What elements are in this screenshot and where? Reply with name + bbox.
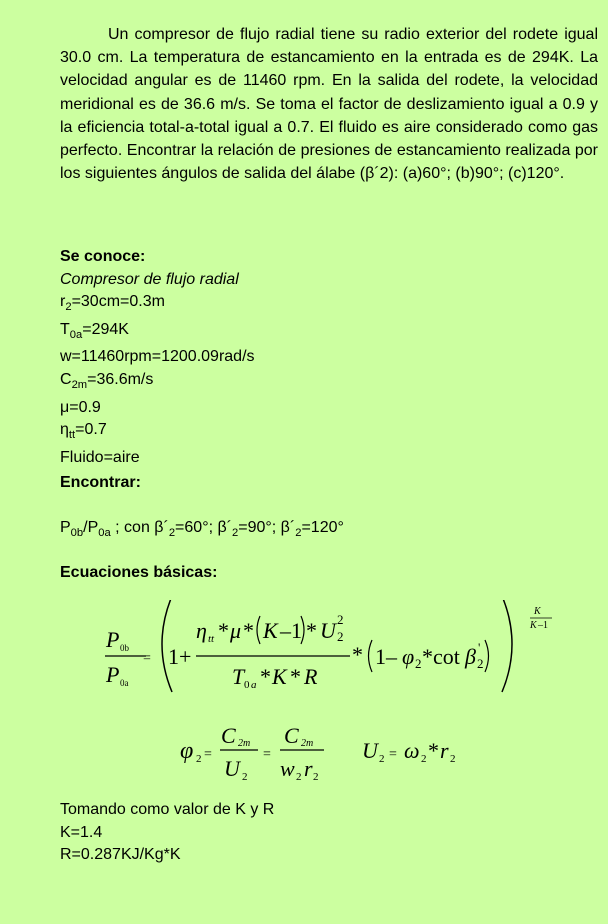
svg-text:P: P: [106, 662, 120, 687]
svg-text:2: 2: [313, 771, 319, 783]
svg-text:2: 2: [196, 753, 202, 765]
svg-text:2: 2: [379, 753, 385, 765]
constants-intro: Tomando como valor de K y R: [60, 801, 275, 818]
svg-text:0: 0: [244, 679, 250, 691]
svg-text:r: r: [304, 756, 313, 781]
svg-text:K: K: [272, 664, 287, 689]
known-item-t0a: $T_{0a}=294K$: [60, 320, 129, 341]
svg-text:μ: μ: [230, 618, 242, 643]
svg-text:C: C: [284, 723, 299, 748]
pressure-ratio-equation: [100, 600, 560, 700]
svg-text:2: 2: [337, 629, 344, 644]
svg-text:*: *: [428, 738, 439, 763]
svg-text:0b: 0b: [120, 643, 129, 653]
svg-text:*cot: *cot: [422, 644, 460, 669]
svg-text:U: U: [224, 756, 240, 781]
constant-r: R=0.287KJ/Kg*K: [60, 846, 181, 863]
constant-k: K=1.4: [60, 823, 103, 841]
problem-statement: Un compresor de flujo radial tiene su radio exterior del rodete igual 30.0 cm. La temperatura de estancamiento en la entrada es de 294K. La velocidad angular es de 11460 rpm. En la salida del rodete, la velocidad meridional es de 36.6 m/s. Se toma el factor de deslizamiento igual a 0.9 y la eficiencia total-a-total igual a 0.7. El fluido es aire considerado como gas perfecto. Encontrar la relación de presiones de estancamiento realizada por los siguientes ángulos de salida del álabe (β´2): (a)60°; (b)90°; (c)120°.: [60, 26, 598, 183]
find-statement: $P_{0b}/P_{0a}$ ; con $\beta´_2=60^\circ$; $\beta´_2=90^\circ$; $\beta´_2=120^\circ$: [60, 519, 344, 540]
known-item-eta: $\eta_{tt}=0.7$: [60, 421, 107, 442]
svg-text:U: U: [320, 618, 336, 643]
svg-text:C: C: [221, 723, 236, 748]
svg-text:2: 2: [337, 612, 344, 627]
svg-text:=: =: [143, 651, 151, 666]
svg-text:K: K: [530, 620, 537, 631]
svg-text:K: K: [263, 618, 278, 643]
known-item-r2: $r_2=30cm=0.3m$: [60, 293, 165, 314]
svg-text:*: *: [218, 618, 229, 643]
svg-text:β: β: [465, 644, 476, 669]
known-item-c2m: $C_{2m}=36.6m/s$: [60, 370, 154, 392]
svg-text:*: *: [243, 618, 254, 643]
svg-text:2: 2: [415, 656, 422, 671]
svg-text:=: =: [204, 747, 212, 762]
svg-text:1+: 1+: [168, 644, 192, 669]
constants-section: [60, 799, 274, 867]
known-item-fluid: Fluido=aire: [60, 448, 140, 466]
svg-text:2: 2: [450, 753, 456, 765]
known-heading: Se conoce:: [60, 248, 146, 265]
known-item-compressor: Compresor de flujo radial: [60, 270, 239, 288]
svg-text:r: r: [440, 738, 449, 763]
known-item-mu: μ=0.9: [60, 398, 101, 416]
svg-text:tt: tt: [208, 633, 215, 645]
svg-text:0a: 0a: [120, 678, 129, 688]
svg-text:*: *: [260, 664, 271, 689]
svg-text:*: *: [306, 618, 317, 643]
svg-text:φ: φ: [180, 738, 194, 764]
svg-text:w: w: [280, 756, 295, 781]
svg-text:2m: 2m: [301, 738, 314, 749]
find-heading: Encontrar:: [60, 474, 141, 491]
svg-text:R: R: [304, 664, 318, 689]
svg-text:2m: 2m: [238, 738, 251, 749]
svg-text:=: =: [263, 747, 271, 762]
svg-text:*: *: [352, 642, 363, 667]
svg-text:K: K: [534, 606, 541, 617]
svg-text:2: 2: [421, 753, 427, 765]
svg-text:1–: 1–: [375, 644, 397, 669]
svg-text:–1: –1: [280, 618, 302, 643]
svg-text:ω: ω: [404, 738, 420, 763]
svg-text:a: a: [251, 679, 257, 691]
svg-text:–1: –1: [538, 620, 548, 631]
svg-text:P: P: [106, 627, 120, 652]
svg-text:T: T: [232, 664, 245, 689]
svg-text:2: 2: [477, 656, 484, 671]
svg-text:η: η: [196, 618, 207, 643]
svg-text:': ': [478, 640, 481, 655]
svg-text:=: =: [389, 747, 397, 762]
svg-text:*: *: [290, 664, 301, 689]
known-item-w: w=11460rpm=1200.09rad/s: [60, 348, 255, 366]
known-section: [60, 246, 255, 469]
svg-text:2: 2: [242, 771, 248, 783]
svg-text:U: U: [362, 738, 378, 763]
equations-heading: Ecuaciones básicas:: [60, 564, 218, 581]
flow-coefficient-equation: [176, 718, 496, 784]
svg-text:φ: φ: [402, 644, 415, 669]
svg-text:2: 2: [296, 771, 302, 783]
